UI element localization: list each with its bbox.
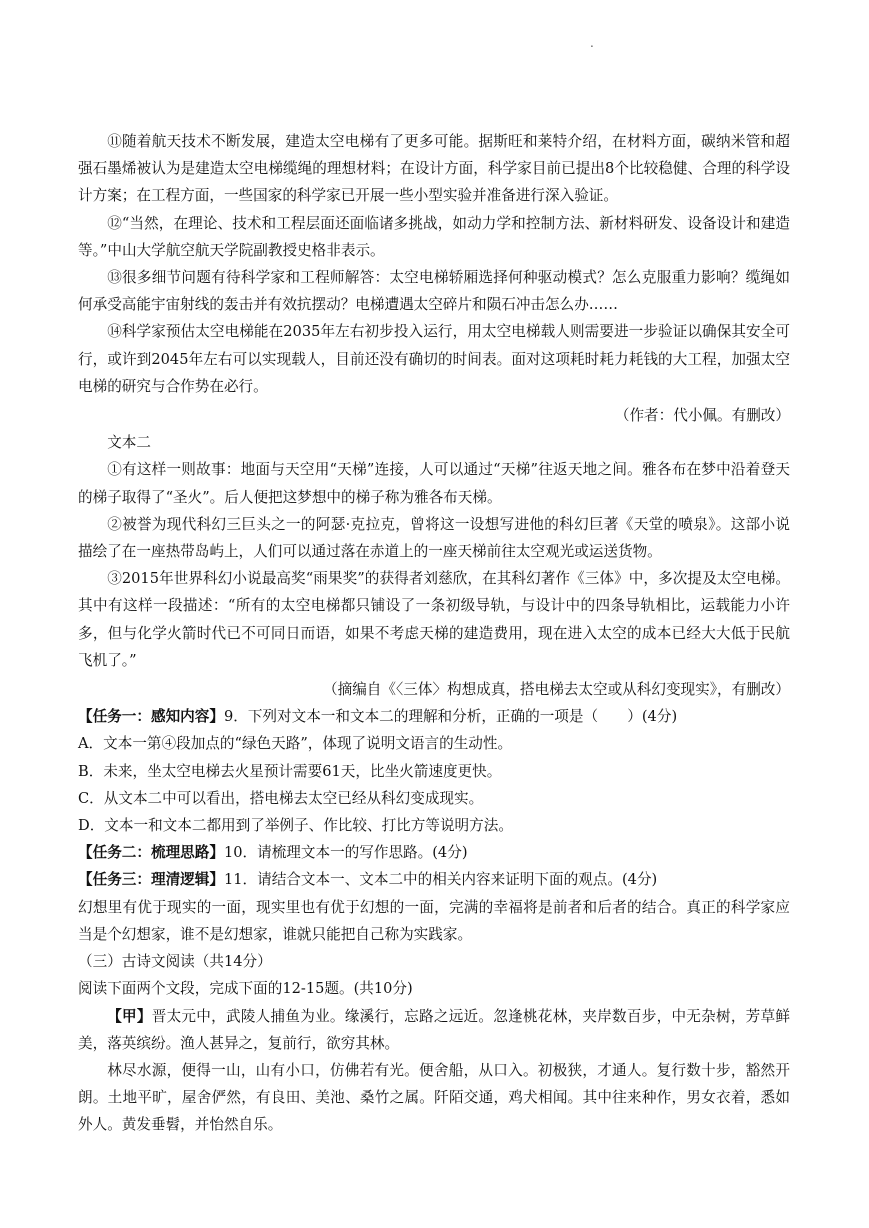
jia-tag: 【甲】 [107, 1007, 152, 1025]
text2-paragraph-3: ③2015年世界科幻小说最高奖“雨果奖”的获得者刘慈欣，在其科幻著作《三体》中，多次提及太空电梯。其中有这样一段描述：“所有的太空电梯都只铺设了一条初级导轨，与设计中的四条导轨相比，运载能力小许多，但与化学火箭时代已不可同日而语，如果不考虑天梯的建造费用，现在进入太空的成本已经大大低于民航飞机了。” [78, 570, 790, 669]
task2-question [78, 839, 790, 866]
text2-title: 文本二 [107, 434, 151, 452]
classical-text-jia-p2: 林尽水源，便得一山，山有小口，仿佛若有光。便舍船，从口入。初极狭，才通人。复行数十步，豁然开朗。土地平旷，屋舍俨然，有良田、美池、桑竹之属。阡陌交通，鸡犬相闻。其中往来种作，男女衣着，悉如外人。黄发垂髫，并怡然自乐。 [78, 1061, 790, 1134]
task3-tag: 【任务三：理清逻辑】 [78, 871, 224, 889]
text2-paragraph-2: ②被誉为现代科幻三巨头之一的阿瑟·克拉克，曾将这一设想写进他的科幻巨著《天堂的喷泉》。这部小说描绘了在一座热带岛屿上，人们可以通过落在赤道上的一座天梯前往太空观光或运送货物。 [78, 515, 790, 561]
task1-option-a: A．文本一第④段加点的“绿色天路”，体现了说明文语言的生动性。 [78, 735, 513, 753]
task1-question [78, 703, 790, 730]
jia-p1-text: 晋太元中，武陵人捕鱼为业。缘溪行，忘路之远近。忽逢桃花林，夹岸数百步，中无杂树，芳草鲜美，落英缤纷。渔人甚异之，复前行，欲穷其林。 [78, 1007, 790, 1052]
task1-tag: 【任务一：感知内容】 [78, 708, 224, 726]
text1-paragraph-11: ⑪随着航天技术不断发展，建造太空电梯有了更多可能。据斯旺和莱特介绍，在材料方面，碳纳米管和超强石墨烯被认为是建造太空电梯缆绳的理想材料；在设计方面，科学家目前已提出8个比较稳健、合理的科学设计方案；在工程方面，一些国家的科学家已开展一些小型实验并准备进行深入验证。 [78, 133, 790, 205]
task3-viewpoint: 幻想里有优于现实的一面，现实里也有优于幻想的一面，完满的幸福将是前者和后者的结合。真正的科学家应当是个幻想家，谁不是幻想家，谁就只能把自己称为实践家。 [78, 898, 790, 943]
task2-question-text: 10．请梳理文本一的写作思路。(4分) [223, 844, 468, 862]
text1-paragraph-13: ⑬很多细节问题有待科学家和工程师解答：太空电梯轿厢选择何种驱动模式？怎么克服重力影响？缆绳如何承受高能宇宙射线的轰击并有效抗摆动？电梯遭遇太空碎片和陨石冲击怎么办…… [78, 269, 790, 314]
task3-question-text: 11．请结合文本一、文本二中的相关内容来证明下面的观点。(4分) [223, 871, 658, 889]
text2-paragraph-1: ①有这样一则故事：地面与天空用“天梯”连接，人可以通过“天梯”往返天地之间。雅各布在梦中沿着登天的梯子取得了“圣火”。后人便把这梦想中的梯子称为雅各布天梯。 [78, 461, 790, 506]
task3-question [78, 866, 790, 893]
text2-source: （摘编自《〈三体〉构想成真，搭电梯去太空或从科幻变现实》，有删改） [323, 681, 790, 699]
text1-paragraph-12: ⑫“当然，在理论、技术和工程层面还面临诸多挑战，如动力学和控制方法、新材料研发、设备设计和建造等。”中山大学航空航天学院副教授史格非表示。 [78, 214, 790, 259]
task1-question-text: 9．下列对文本一和文本二的理解和分析，正确的一项是（ ）(4分) [223, 708, 678, 726]
page-mark: . [590, 36, 594, 50]
section3-heading: （三）古诗文阅读（共14分） [78, 953, 272, 971]
section3-instruction: 阅读下面两个文段，完成下面的12-15题。(共10分) [78, 980, 413, 998]
text1-paragraph-14: ⑭科学家预估太空电梯能在2035年左右初步投入运行，用太空电梯载人则需要进一步验证以确保其安全可行，或许到2045年左右可以实现载人，目前还没有确切的时间表。面对这项耗时耗力耗钱的大工程，加强太空电梯的研究与合作势在必行。 [78, 323, 790, 395]
document-body [78, 128, 790, 1139]
task1-option-c: C．从文本二中可以看出，搭电梯去太空已经从科幻变成现实。 [78, 789, 484, 807]
task1-option-d: D．文本一和文本二都用到了举例子、作比较、打比方等说明方法。 [78, 817, 513, 835]
task2-tag: 【任务二：梳理思路】 [78, 844, 224, 862]
text1-author: （作者：代小佩。有删改） [614, 407, 790, 425]
classical-text-jia-p1 [78, 1003, 790, 1057]
task1-option-b: B．未来，坐太空电梯去火星预计需要61天，比坐火箭速度更快。 [78, 762, 502, 780]
